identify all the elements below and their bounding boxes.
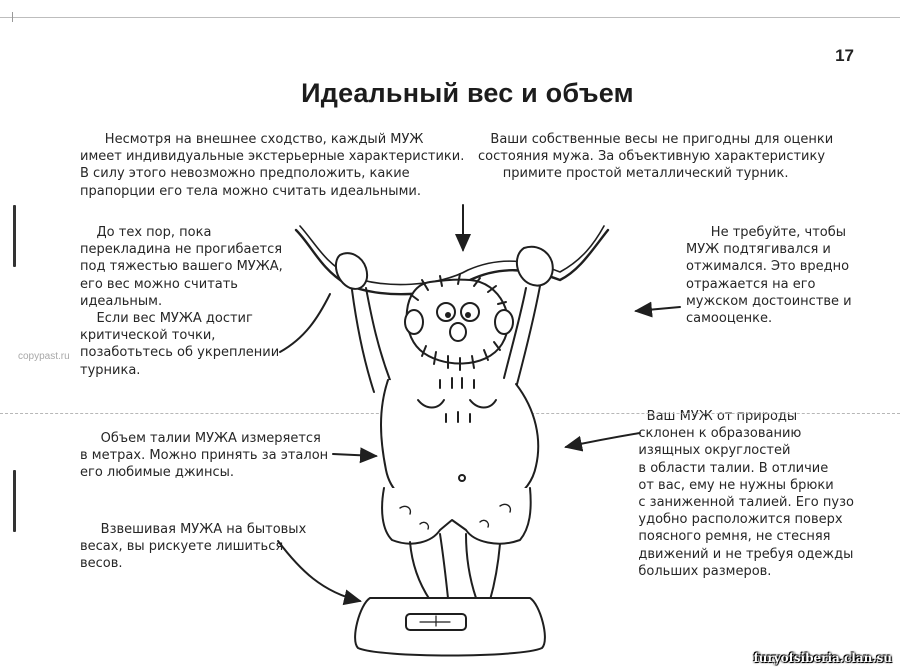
page-number: 17 [835,46,854,65]
left-eye [437,303,455,321]
arrow-to-scales [278,541,360,601]
right-eye [461,303,479,321]
bathroom-scales [355,598,545,656]
left-arm [352,288,390,392]
arrow-to-waist-right [566,433,640,447]
shorts [382,488,531,544]
left-hand [336,253,367,289]
paragraph-scales: Взвешивая МУЖА на бытовых весах, вы рискуете лишиться весов. [80,522,307,572]
paragraph-top-right: Ваши собственные весы не пригодны для оценки состояния мужа. За объективную характеристику примите простой металлический турник. [478,132,834,182]
right-arm [504,286,540,388]
paragraph-top-left: Несмотря на внешнее сходство, каждый МУЖ имеет индивидуальные экстерьерные характеристики. В силу этого невозможно предположить, какие прапорции его тела можно считать идеальными. [80,132,465,199]
footer-url: furyofsiberia.clan.su [753,651,892,665]
paragraph-mid-left: До тех пор, пока перекладина не прогибается под тяжестью вашего МУЖА, его вес можно считать идеальным. Если вес МУЖА достиг критической точки, позаботьтесь об укреплении турника. [80,225,283,378]
paragraph-bottom-right: Ваш МУЖ от природы склонен к образованию изящных округлостей в области талии. В отличие от вас, ему не нужны брюки с заниженной талией. Его пузо удобно расположится поверх поясного ремня, не стесняя движений и не требуя одежды больших размеров. [638,409,854,579]
watermark: copypast.ru [18,351,70,362]
nose [450,323,466,341]
arrow-to-bar-left [280,294,330,352]
paragraph-waist: Объем талии МУЖА измеряется в метрах. Можно принять за эталон его любимые джинсы. [80,431,329,481]
arrow-to-bar-right [636,307,680,311]
arrow-to-waist-left [333,454,376,456]
right-ear [495,310,513,334]
left-ear [405,310,423,334]
page-title: Идеальный вес и объем [301,78,634,108]
right-hand [517,247,553,286]
paragraph-mid-right: Не требуйте, чтобы МУЖ подтягивался и отжимался. Это вредно отражается на его мужском достоинстве и самооценке. [686,225,852,327]
